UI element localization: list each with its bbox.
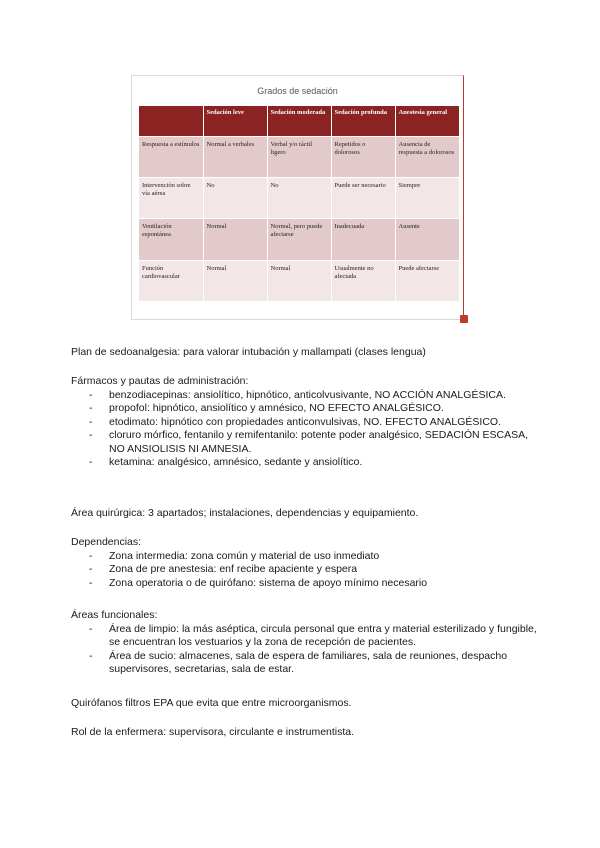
list-item: - Zona operatoria o de quirófano: sistema de apoyo mínimo necesario: [71, 577, 541, 591]
areas-funcionales-section: [71, 609, 541, 677]
header-cell: Sedación leve: [203, 106, 267, 137]
header-cell: [139, 106, 203, 137]
table-row: [139, 178, 459, 219]
quirofanos-line: Quirófanos filtros EPA que evita que entre microorganismos.: [71, 697, 352, 709]
farmacos-heading: Fármacos y pautas de administración:: [71, 375, 249, 387]
table-cell: No: [267, 178, 331, 219]
areas-funcionales-list: [71, 623, 541, 677]
table-cell: Normal: [203, 219, 267, 261]
table-row: [139, 137, 459, 178]
table-cell: Ausencia de respuesta a dolorosos: [395, 137, 459, 178]
area-quirurgica-paragraph: [71, 507, 541, 521]
list-item: - Zona intermedia: zona común y material de uso inmediato: [71, 550, 541, 564]
list-item: - cloruro mórfico, fentanilo y remifentanilo: potente poder analgésico, SEDACIÓN ESCASA, NO ANSIOLISIS NI AMNESIA.: [71, 429, 541, 456]
table-row: [139, 261, 459, 302]
list-item: - Área de sucio: almacenes, sala de espera de familiares, sala de reuniones, despacho supervisores, secretarias, sala de estar.: [71, 650, 541, 677]
figure-title: Grados de sedación: [257, 86, 338, 96]
areas-funcionales-heading: Áreas funcionales:: [71, 609, 158, 621]
dependencias-list: [71, 550, 541, 591]
quirofanos-paragraph: [71, 697, 541, 711]
list-item: - Zona de pre anestesia: enf recibe apaciente y espera: [71, 563, 541, 577]
table-cell: Ausente: [395, 219, 459, 261]
list-item: - propofol: hipnótico, ansiolítico y amnésico, NO EFECTO ANALGÉSICO.: [71, 402, 541, 416]
table-row: [139, 219, 459, 261]
table-cell: Inadecuada: [331, 219, 395, 261]
table-cell: Respuesta a estímulos: [139, 137, 203, 178]
rol-line: Rol de la enfermera: supervisora, circulante e instrumentista.: [71, 726, 355, 738]
table-cell: Intervención sobre vía aérea: [139, 178, 203, 219]
plan-paragraph: [71, 346, 541, 360]
table-cell: No: [203, 178, 267, 219]
table-cell: Puede afectarse: [395, 261, 459, 302]
table-cell: Normal: [203, 261, 267, 302]
list-item: - etodimato: hipnótico con propiedades anticonvulsivas, NO. EFECTO ANALGÉSICO.: [71, 416, 541, 430]
image-resize-handle[interactable]: [460, 315, 468, 323]
plan-line: Plan de sedoanalgesia: para valorar intubación y mallampati (clases lengua): [71, 346, 426, 358]
table-cell: Usualmente no afectada: [331, 261, 395, 302]
header-cell: Anestesia general: [395, 106, 459, 137]
dependencias-section: [71, 536, 541, 590]
sedation-table-figure: [131, 75, 464, 320]
rol-paragraph: [71, 726, 541, 740]
table-cell: Siempre: [395, 178, 459, 219]
table-cell: Normal a verbales: [203, 137, 267, 178]
list-item: - benzodiacepinas: ansiolítico, hipnótico, anticolvusivante, NO ACCIÓN ANALGÉSICA.: [71, 389, 541, 403]
area-quirurgica-line: Área quirúrgica: 3 apartados; instalaciones, dependencias y equipamiento.: [71, 507, 419, 519]
header-cell: Sedación profunda: [331, 106, 395, 137]
list-item: - Área de limpio: la más aséptica, circula personal que entra y material esterilizado y fungible, se encuentran los vestuarios y la zona de recepción de pacientes.: [71, 623, 541, 650]
header-cell: Sedación moderada: [267, 106, 331, 137]
farmacos-section: [71, 375, 541, 470]
table-cell: Función cardiovascular: [139, 261, 203, 302]
table-cell: Normal, pero puede afectarse: [267, 219, 331, 261]
table-cell: Verbal y/o táctil ligero: [267, 137, 331, 178]
table-cell: Ventilación espontánea: [139, 219, 203, 261]
dependencias-heading: Dependencias:: [71, 536, 142, 548]
farmacos-list: [71, 389, 541, 470]
list-item: - ketamina: analgésico, amnésico, sedante y ansiolítico.: [71, 456, 541, 470]
table-cell: Puede ser necesario: [331, 178, 395, 219]
table-header-row: [139, 106, 459, 137]
table-cell: Normal: [267, 261, 331, 302]
sedation-table: [139, 106, 460, 301]
table-cell: Repetidos o dolorosos: [331, 137, 395, 178]
